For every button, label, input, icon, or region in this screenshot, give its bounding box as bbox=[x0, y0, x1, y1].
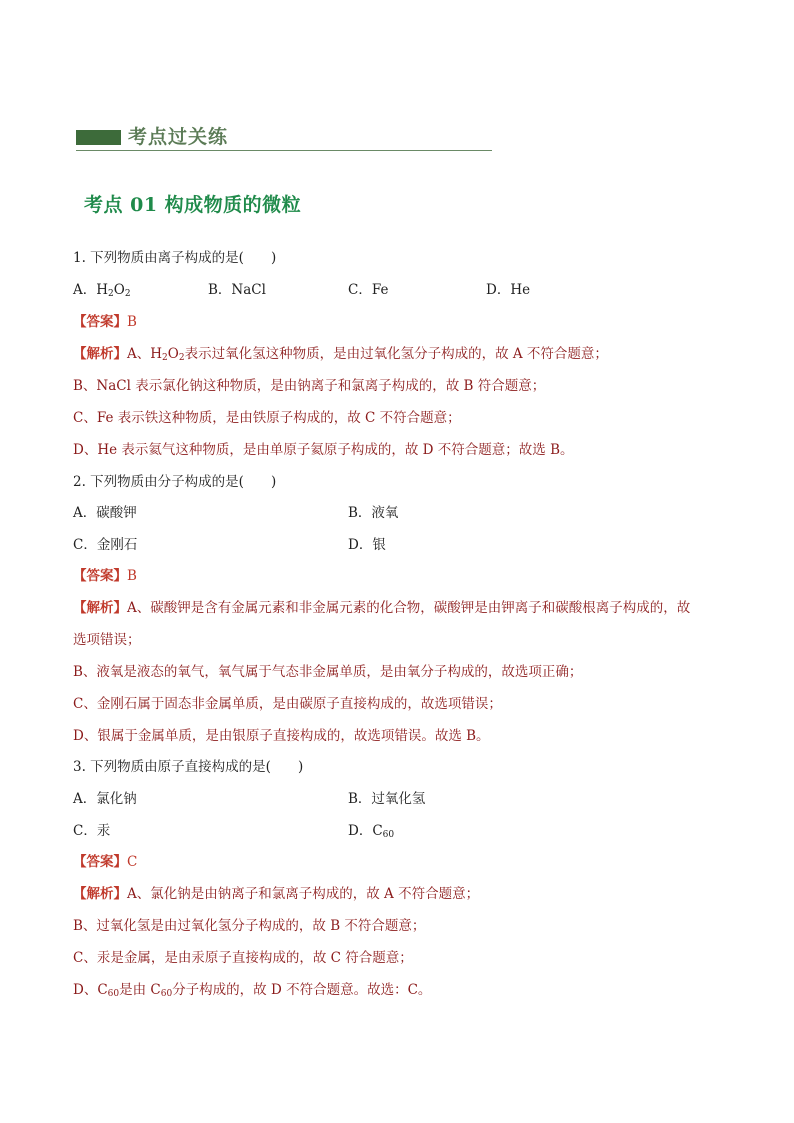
q1-answer-label: 【答案】 bbox=[73, 314, 127, 330]
q3-analysis-4 bbox=[73, 981, 431, 1003]
q1-analysis-2: B、NaCl 表示氯化钠这种物质，是由钠离子和氯离子构成的，故 B 符合题意； bbox=[73, 378, 546, 394]
q1-option-d: D．He bbox=[486, 282, 531, 298]
q1-option-a-sub2: 2 bbox=[124, 289, 131, 299]
banner-underline bbox=[76, 150, 492, 151]
q1-analysis-1b: O bbox=[167, 346, 179, 362]
q1-analysis-1a: A、H bbox=[127, 346, 163, 362]
section-title: 考点 01 构成物质的微粒 bbox=[84, 194, 302, 216]
q1-analysis-sub2: 2 bbox=[178, 353, 185, 363]
q3-analysis-4c: 分子构成的，故 D 不符合题意。故选：C。 bbox=[172, 982, 432, 998]
q2-analysis-3: C、金刚石属于固态非金属单质，是由碳原子直接构成的，故选项错误； bbox=[73, 696, 502, 712]
q1-answer bbox=[73, 313, 137, 331]
q2-answer bbox=[73, 567, 137, 585]
q3-option-d-pre: D．C bbox=[348, 823, 383, 839]
q1-analysis-1 bbox=[73, 345, 608, 367]
banner-bar bbox=[76, 130, 121, 145]
q3-answer-value: C bbox=[127, 854, 138, 870]
q1-option-a bbox=[73, 281, 131, 303]
q1-analysis-4: D、He 表示氦气这种物质，是由单原子氦原子构成的，故 D 不符合题意；故选 B。 bbox=[73, 442, 574, 458]
q1-option-c: C．Fe bbox=[348, 282, 389, 298]
q3-analysis-4a: D、C bbox=[73, 982, 108, 998]
q3-stem: 3. 下列物质由原子直接构成的是( ) bbox=[73, 759, 304, 775]
q2-analysis-1-cont: 选项错误； bbox=[73, 632, 141, 648]
q1-option-a-mid: O bbox=[113, 282, 125, 298]
q3-option-d-sub: 60 bbox=[382, 830, 395, 840]
q2-analysis-2: B、液氧是液态的氧气，氧气属于气态非金属单质，是由氧分子构成的，故选项正确； bbox=[73, 664, 583, 680]
q1-analysis-sub1: 2 bbox=[162, 353, 168, 363]
q2-stem: 2. 下列物质由分子构成的是( ) bbox=[73, 474, 277, 490]
q1-stem: 1. 下列物质由离子构成的是( ) bbox=[73, 250, 277, 266]
q2-analysis-label: 【解析】 bbox=[73, 600, 127, 616]
q2-option-a: A．碳酸钾 bbox=[73, 505, 137, 521]
q1-analysis-1c: 表示过氧化氢这种物质，是由过氧化氢分子构成的，故 A 不符合题意； bbox=[184, 346, 608, 362]
q1-answer-value: B bbox=[127, 314, 137, 330]
q3-analysis-label: 【解析】 bbox=[73, 886, 127, 902]
q2-answer-value: B bbox=[127, 568, 137, 584]
q1-analysis-3: C、Fe 表示铁这种物质，是由铁原子构成的，故 C 不符合题意； bbox=[73, 410, 461, 426]
q3-option-a: A．氯化钠 bbox=[73, 791, 137, 807]
q1-option-b: B．NaCl bbox=[208, 282, 266, 298]
banner-title: 考点过关练 bbox=[128, 126, 229, 148]
q3-answer bbox=[73, 853, 137, 871]
q2-analysis-1 bbox=[73, 599, 690, 617]
q2-option-c: C．金刚石 bbox=[73, 537, 138, 553]
q3-analysis-2: B、过氧化氢是由过氧化氢分子构成的，故 B 不符合题意； bbox=[73, 918, 426, 934]
q1-option-a-pre: A．H bbox=[73, 282, 109, 298]
q3-answer-label: 【答案】 bbox=[73, 854, 127, 870]
q3-option-c: C．汞 bbox=[73, 823, 111, 839]
q1-analysis-label: 【解析】 bbox=[73, 346, 127, 362]
q3-analysis-4b: 是由 C bbox=[119, 982, 161, 998]
q2-option-d: D．银 bbox=[348, 537, 386, 553]
q3-analysis-4-sub2: 60 bbox=[160, 989, 173, 999]
q2-analysis-4: D、银属于金属单质，是由银原子直接构成的，故选项错误。故选 B。 bbox=[73, 728, 490, 744]
section-banner bbox=[76, 122, 492, 152]
q3-analysis-3: C、汞是金属，是由汞原子直接构成的，故 C 符合题意； bbox=[73, 950, 413, 966]
q1-option-a-sub1: 2 bbox=[108, 289, 114, 299]
q3-option-b: B．过氧化氢 bbox=[348, 791, 426, 807]
q3-analysis-4-sub1: 60 bbox=[107, 989, 120, 999]
q2-analysis-1-text: A、碳酸钾是含有金属元素和非金属元素的化合物，碳酸钾是由钾离子和碳酸根离子构成的，故 bbox=[127, 600, 691, 616]
q2-option-b: B．液氧 bbox=[348, 505, 399, 521]
q2-answer-label: 【答案】 bbox=[73, 568, 127, 584]
q3-analysis-1 bbox=[73, 885, 479, 903]
q3-option-d bbox=[348, 822, 394, 844]
q3-analysis-1-text: A、氯化钠是由钠离子和氯离子构成的，故 A 不符合题意； bbox=[127, 886, 480, 902]
